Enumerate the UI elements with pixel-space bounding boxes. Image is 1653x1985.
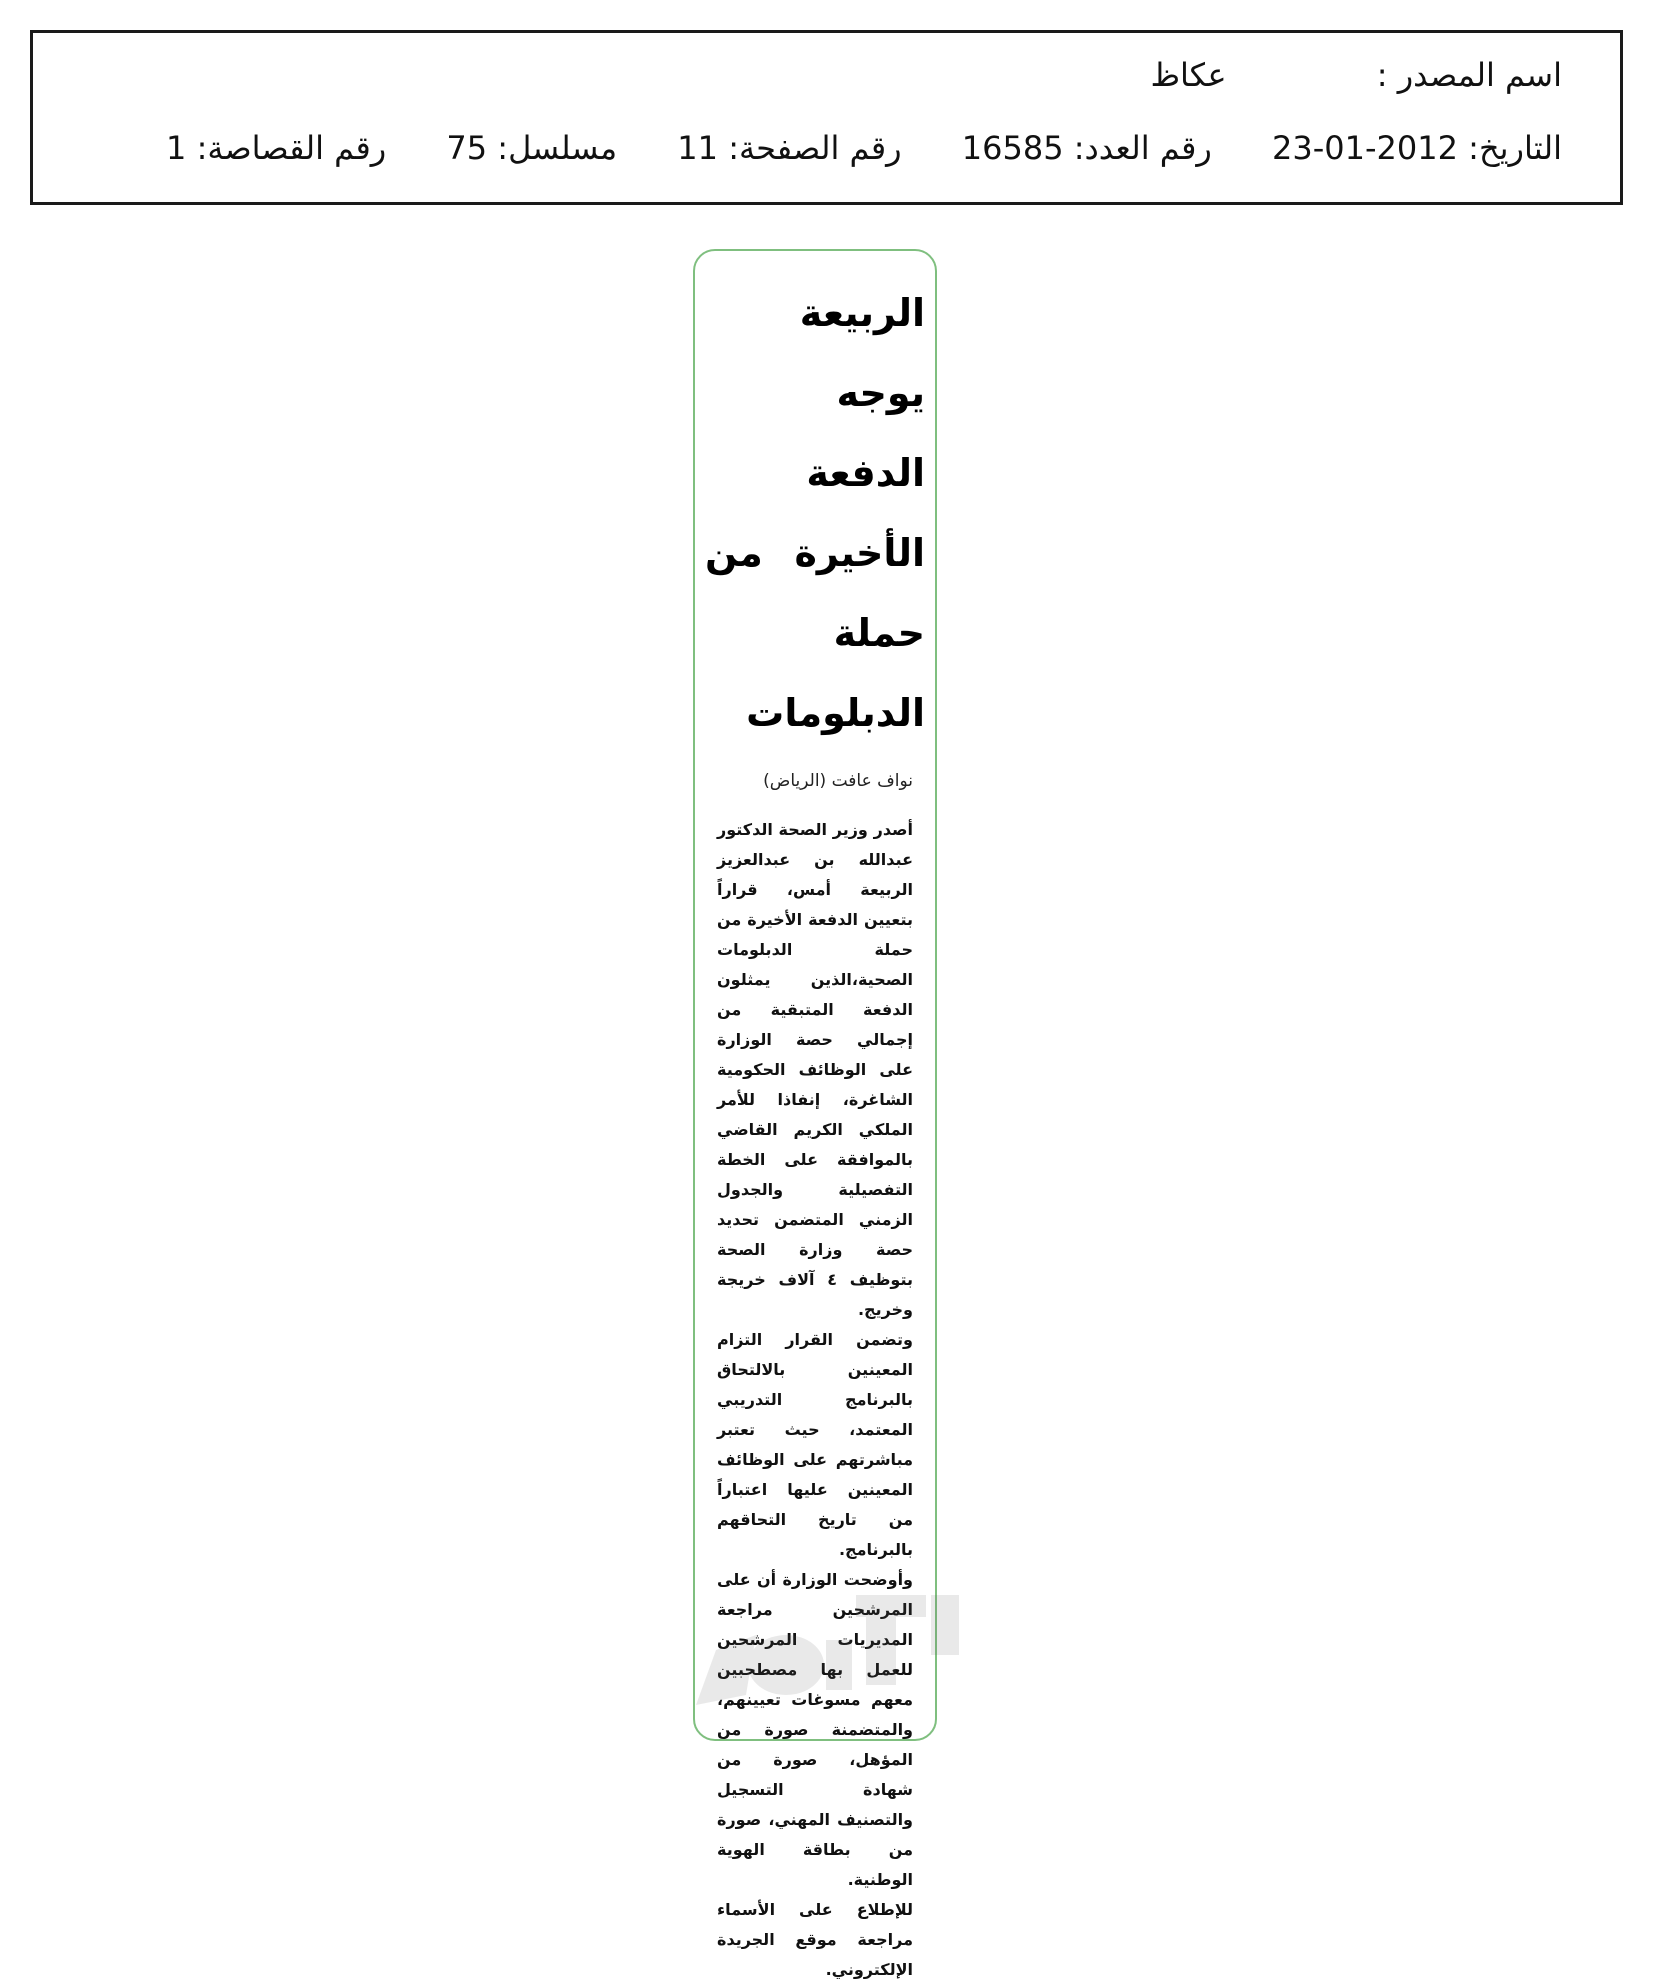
date-field	[1272, 128, 1562, 168]
article-paragraph: أصدر وزير الصحة الدكتور عبدالله بن عبدالعزيز الربيعة أمس، قراراً بتعيين الدفعة الأخيرة من حملة الدبلومات الصحية،الذين يمثلون الدفعة المتبقية من إجمالي حصة الوزارة على الوظائف الحكومية الشاغرة، إنفاذا للأمر الملكي الكريم القاضي بالموافقة على الخطة التفصيلية والجدول الزمني المتضمن تحديد حصة وزارة الصحة بتوظيف ٤ آلاف خريجة وخريج.	[717, 820, 914, 1319]
clipping-metadata-box	[30, 30, 1623, 205]
source-value: عكاظ	[1150, 56, 1227, 94]
serial-label: مسلسل:	[497, 129, 618, 167]
clip-number-label: رقم القصاصة:	[196, 129, 387, 167]
newspaper-clipping	[693, 249, 937, 1979]
issue-field	[962, 128, 1212, 168]
date-label: التاريخ:	[1468, 129, 1562, 167]
article-paragraph: وتضمن القرار التزام المعينين بالالتحاق بالبرنامج التدريبي المعتمد، حيث تعتبر مباشرتهم على الوظائف المعينين عليها اعتباراً من تاريخ التحاقهم بالبرنامج.	[717, 1330, 913, 1559]
clip-number-value: 1	[166, 129, 187, 167]
article-byline: نواف عافت (الرياض)	[763, 771, 913, 791]
serial-field	[446, 128, 617, 168]
article-body	[717, 815, 913, 1985]
article-headline: الربيعة يوجه الدفعة الأخيرة من حملة الدبلومات	[705, 291, 925, 735]
page-label: رقم الصفحة:	[728, 129, 902, 167]
article-paragraph: للإطلاع على الأسماء مراجعة موقع الجريدة الإلكتروني.	[717, 1900, 913, 1979]
source-label: اسم المصدر :	[1376, 56, 1562, 94]
page-field	[677, 128, 901, 168]
details-row	[166, 128, 1562, 168]
source-row	[1150, 55, 1562, 95]
clip-number-field	[166, 128, 386, 168]
page-value: 11	[677, 129, 719, 167]
article-paragraph: وأوضحت الوزارة أن على المرشحين مراجعة المديريات المرشحين للعمل بها مصطحبين معهم مسوغات تعيينهم، والمتضمنة صورة من المؤهل، صورة من شهادة التسجيل والتصنيف المهني، صورة من بطاقة الهوية الوطنية.	[717, 1570, 913, 1889]
serial-value: 75	[446, 129, 488, 167]
issue-label: رقم العدد:	[1073, 129, 1212, 167]
issue-value: 16585	[961, 129, 1064, 167]
date-value: 2012-01-23	[1272, 129, 1458, 167]
